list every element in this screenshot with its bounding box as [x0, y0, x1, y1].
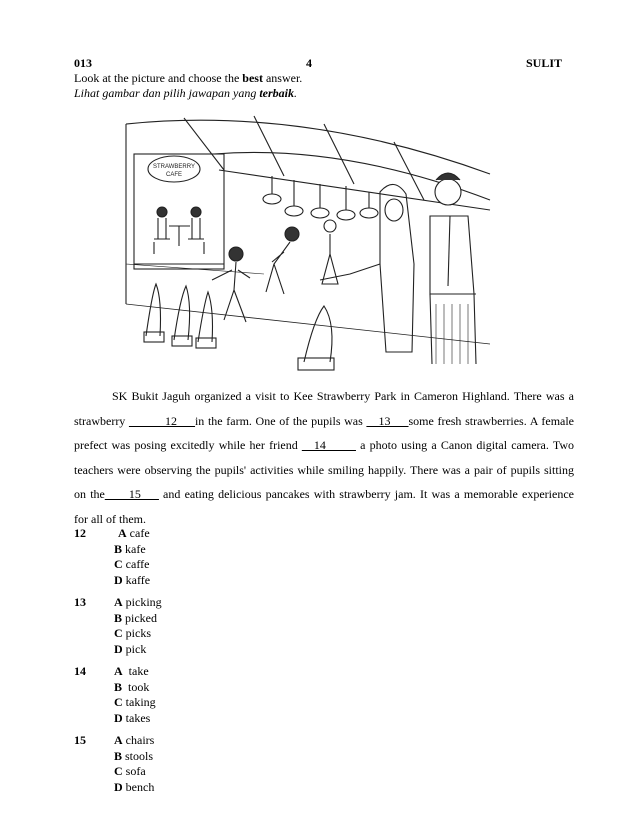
paper-code: 013	[74, 56, 92, 70]
option-d[interactable]: D takes	[114, 710, 151, 725]
question-number: 13	[74, 595, 86, 609]
question-number: 15	[74, 733, 86, 747]
option-a[interactable]: A picking	[114, 595, 162, 609]
answer-options	[114, 595, 162, 657]
option-b[interactable]: B picked	[114, 610, 158, 625]
blank-14: __14_____	[301, 438, 356, 452]
option-a[interactable]: A cafe	[118, 526, 150, 540]
question-number: 12	[74, 526, 86, 540]
option-c[interactable]: C picks	[114, 626, 152, 640]
page-number: 4	[306, 56, 312, 70]
strawberry-farm-illustration	[124, 114, 492, 372]
option-d[interactable]: D pick	[114, 641, 147, 656]
option-d[interactable]: D kaffe	[114, 572, 151, 587]
option-a[interactable]: A chairs	[114, 733, 155, 747]
instruction-english: Look at the picture and choose the best answer.	[74, 71, 303, 85]
option-c[interactable]: C caffe	[114, 557, 150, 571]
answer-options	[114, 664, 156, 726]
option-c[interactable]: C sofa	[114, 764, 146, 778]
cloze-passage: SK Bukit Jaguh organized a visit to Kee Strawberry Park in Cameron Highland. There was a strawberry ______12___in the farm. One of the pupils was __13___some fresh strawberries. A female prefect was posing excitedly while her friend __14_____ a photo using a Canon digital camera. Two teachers were observing the pupils' activities while smiling happily. There was a pair of pupils sitting on the____15___ and eating delicious pancakes with strawberry jam. It was a memorable experience for all of them.	[74, 389, 575, 526]
blank-13: __13___	[366, 413, 409, 428]
option-a[interactable]: A take	[114, 664, 149, 678]
option-b[interactable]: B kafe	[114, 541, 146, 556]
classification-label: SULIT	[526, 56, 563, 70]
blank-15: ____15___	[104, 487, 159, 501]
instruction-malay: Lihat gambar dan pilih jawapan yang terbaik.	[74, 86, 298, 100]
option-b[interactable]: B stools	[114, 748, 154, 763]
option-b[interactable]: B took	[114, 679, 150, 694]
answer-options	[114, 733, 154, 795]
option-d[interactable]: D bench	[114, 779, 155, 794]
cafe-sign-text-2: CAFE	[165, 172, 183, 178]
question-number: 14	[74, 664, 86, 678]
cafe-sign-text: STRAWBERRY	[152, 164, 196, 170]
blank-12: ______12___	[128, 413, 195, 428]
option-c[interactable]: C taking	[114, 695, 156, 709]
answer-options	[114, 526, 150, 588]
